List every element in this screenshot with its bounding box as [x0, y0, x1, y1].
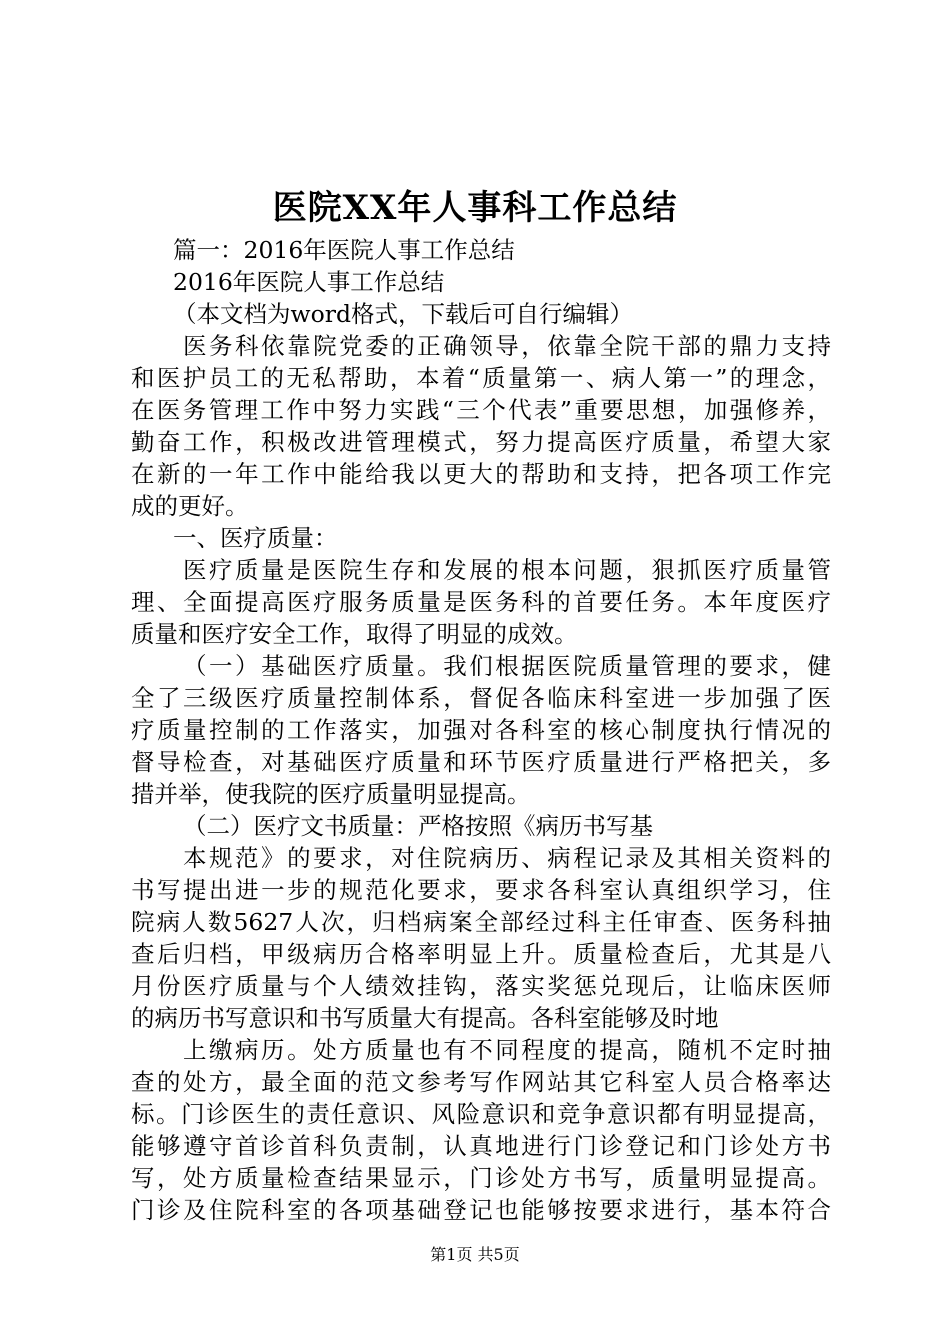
text-line: 查的处方，最全面的范文参考写作网站其它科室人员合格率达	[131, 1068, 831, 1096]
document-body	[131, 234, 831, 1226]
text-line: 全了三级医疗质量控制体系，督促各临床科室进一步加强了医	[131, 684, 831, 712]
text-line: 上缴病历。处方质量也有不同程度的提高，随机不定时抽	[183, 1036, 831, 1064]
text-line: 标。门诊医生的责任意识、风险意识和竞争意识都有明显提高，	[131, 1100, 831, 1128]
text-line: 书写提出进一步的规范化要求，要求各科室认真组织学习，住	[131, 876, 831, 904]
text-line: 医疗质量是医院生存和发展的根本问题，狠抓医疗质量管	[183, 556, 831, 584]
text-line: 理、全面提高医疗服务质量是医务科的首要任务。本年度医疗	[131, 588, 831, 616]
text-line: （二）医疗文书质量：严格按照《病历书写基	[183, 812, 653, 840]
text-line: 措并举，使我院的医疗质量明显提高。	[131, 780, 531, 808]
text-line: 写，处方质量检查结果显示，门诊处方书写，质量明显提高。	[131, 1164, 831, 1192]
text-line: 一、医疗质量：	[173, 524, 338, 552]
text-line: 医务科依靠院党委的正确领导，依靠全院干部的鼎力支持	[183, 332, 831, 360]
page-number: 第1页 共5页	[430, 1245, 520, 1264]
text-line: 勤奋工作，积极改进管理模式，努力提高医疗质量，希望大家	[131, 428, 831, 456]
text-line: 院病人数5627人次，归档病案全部经过科主任审查、医务科抽	[131, 908, 831, 936]
text-line: 和医护员工的无私帮助，本着“质量第一、病人第一”的理念，	[131, 364, 831, 392]
text-line: 在医务管理工作中努力实践“三个代表”重要思想，加强修养，	[131, 396, 831, 424]
text-line: （一）基础医疗质量。我们根据医院质量管理的要求，健	[183, 652, 831, 680]
text-line: 成的更好。	[131, 492, 249, 520]
text-line: 门诊及住院科室的各项基础登记也能够按要求进行，基本符合	[131, 1196, 831, 1224]
text-line: 的病历书写意识和书写质量大有提高。各科室能够及时地	[131, 1004, 719, 1032]
text-line: 疗质量控制的工作落实，加强对各科室的核心制度执行情况的	[131, 716, 831, 744]
text-line: 质量和医疗安全工作，取得了明显的成效。	[131, 620, 578, 648]
document-title: 医院XX年人事科工作总结	[272, 188, 678, 228]
text-line: 月份医疗质量与个人绩效挂钩，落实奖惩兑现后，让临床医师	[131, 972, 831, 1000]
text-line: 能够遵守首诊首科负责制，认真地进行门诊登记和门诊处方书	[131, 1132, 831, 1160]
text-line: 篇一：2016年医院人事工作总结	[173, 236, 515, 264]
text-line: 在新的一年工作中能给我以更大的帮助和支持，把各项工作完	[131, 460, 831, 488]
text-line: 查后归档，甲级病历合格率明显上升。质量检查后，尤其是八	[131, 940, 831, 968]
text-line: 2016年医院人事工作总结	[173, 268, 445, 296]
text-line: （本文档为word格式，下载后可自行编辑）	[173, 300, 634, 328]
text-line: 本规范》的要求，对住院病历、病程记录及其相关资料的	[183, 844, 831, 872]
text-line: 督导检查，对基础医疗质量和环节医疗质量进行严格把关，多	[131, 748, 831, 776]
